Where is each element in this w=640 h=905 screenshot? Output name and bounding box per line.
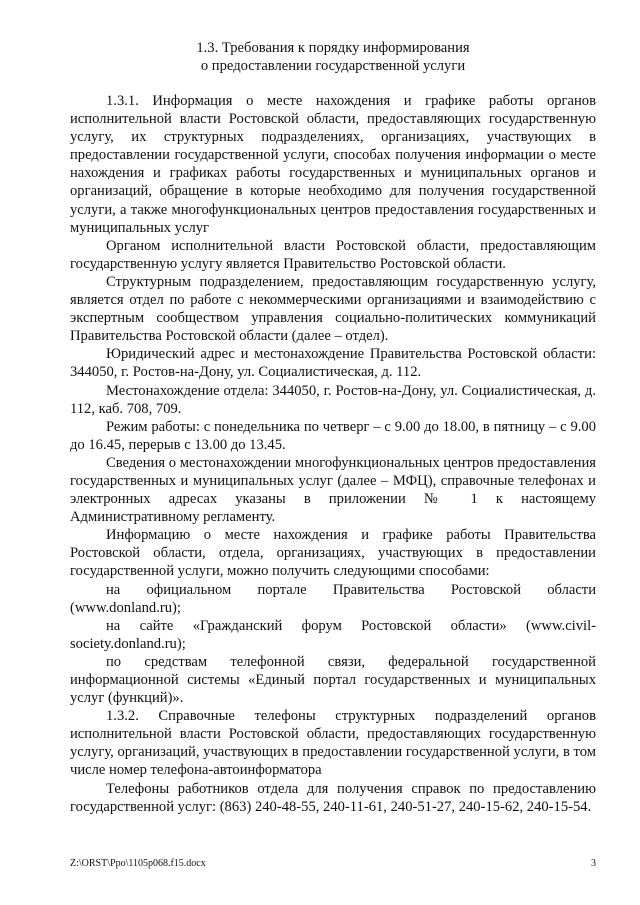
paragraph-portal: на официальном портале Правительства Ростовской области (www.donland.ru);: [70, 581, 596, 616]
paragraph-working-hours: Режим работы: с понедельника по четверг – с 9.00 до 18.00, в пятницу – с 9.00 до 16.45, перерыв с 13.00 до 13.45.: [70, 418, 596, 453]
paragraph-phones: Телефоны работников отдела для получения справок по предоставлению государственной услуг: (863) 240-48-55, 240-11-61, 240-51-27, 240-15-62, 240-15-54.: [70, 780, 596, 815]
paragraph-phone-gis: по средствам телефонной связи, федеральной государственной информационной системы «Единый портал государственных и муниципальных услуг (функций)».: [70, 653, 596, 707]
paragraph-how-to-get-info: Информацию о месте нахождения и графике работы Правительства Ростовской области, отдела, организациях, участвующих в предоставлении государственной услуги, можно получить следующими способами:: [70, 527, 596, 580]
paragraph-civil-forum: на сайте «Гражданский форум Ростовской области» (www.civil-society.donland.ru);: [70, 617, 596, 652]
document-body: [70, 92, 596, 816]
section-heading-line-1: 1.3. Требования к порядку информирования: [196, 40, 470, 56]
section-heading-line-2: о предоставлении государственной услуги: [200, 58, 466, 74]
paragraph-department: Структурным подразделением, предоставляющим государственную услугу, является отдел по работе с некоммерческими организациями и взаимодействию с экспертным сообществом управления социально-политических коммуникаций Правительства Ростовской области (далее – отдел).: [70, 273, 596, 345]
paragraph-legal-address: Юридический адрес и местонахождение Правительства Ростовской области: 344050, г. Ростов-на-Дону, ул. Социалистическая, д. 112.: [70, 346, 596, 381]
paragraph-authority: Органом исполнительной власти Ростовской области, предоставляющим государственную услугу является Правительство Ростовской области.: [70, 237, 596, 272]
paragraph-1-3-2: 1.3.2. Справочные телефоны структурных подразделений органов исполнительной власти Ростовской области, предоставляющих государственную услугу, организаций, участвующих в предоставлении государственной услуги, в том числе номер телефона-автоинформатора: [70, 708, 596, 779]
section-heading: [70, 39, 596, 75]
paragraph-1-3-1: 1.3.1. Информация о месте нахождения и графике работы органов исполнительной власти Ростовской области, предоставляющих государственную услугу, их структурных подразделениях, организациях, участвующих в предоставлении государственной услуги, способах получения информации о месте нахождения и графиках работы государственных и муниципальных органов и организаций, обращение в которые необходимо для получения государственной услуги, а также многофункциональных центров предоставления государственных и муниципальных услуг: [70, 93, 596, 236]
paragraph-department-location: Местонахождение отдела: 344050, г. Ростов-на-Дону, ул. Социалистическая, д. 112, каб. 708, 709.: [70, 382, 596, 417]
paragraph-mfc-info: Сведения о местонахождении многофункциональных центров предоставления государственных и муниципальных услуг (далее – МФЦ), справочные телефонах и электронных адресах указаны в приложении № 1 к настоящему Административному регламенту.: [70, 454, 596, 526]
footer-page-number: 3: [591, 858, 596, 869]
footer-file-path: Z:\ORST\Ppo\1105p068.f15.docx: [70, 858, 206, 869]
